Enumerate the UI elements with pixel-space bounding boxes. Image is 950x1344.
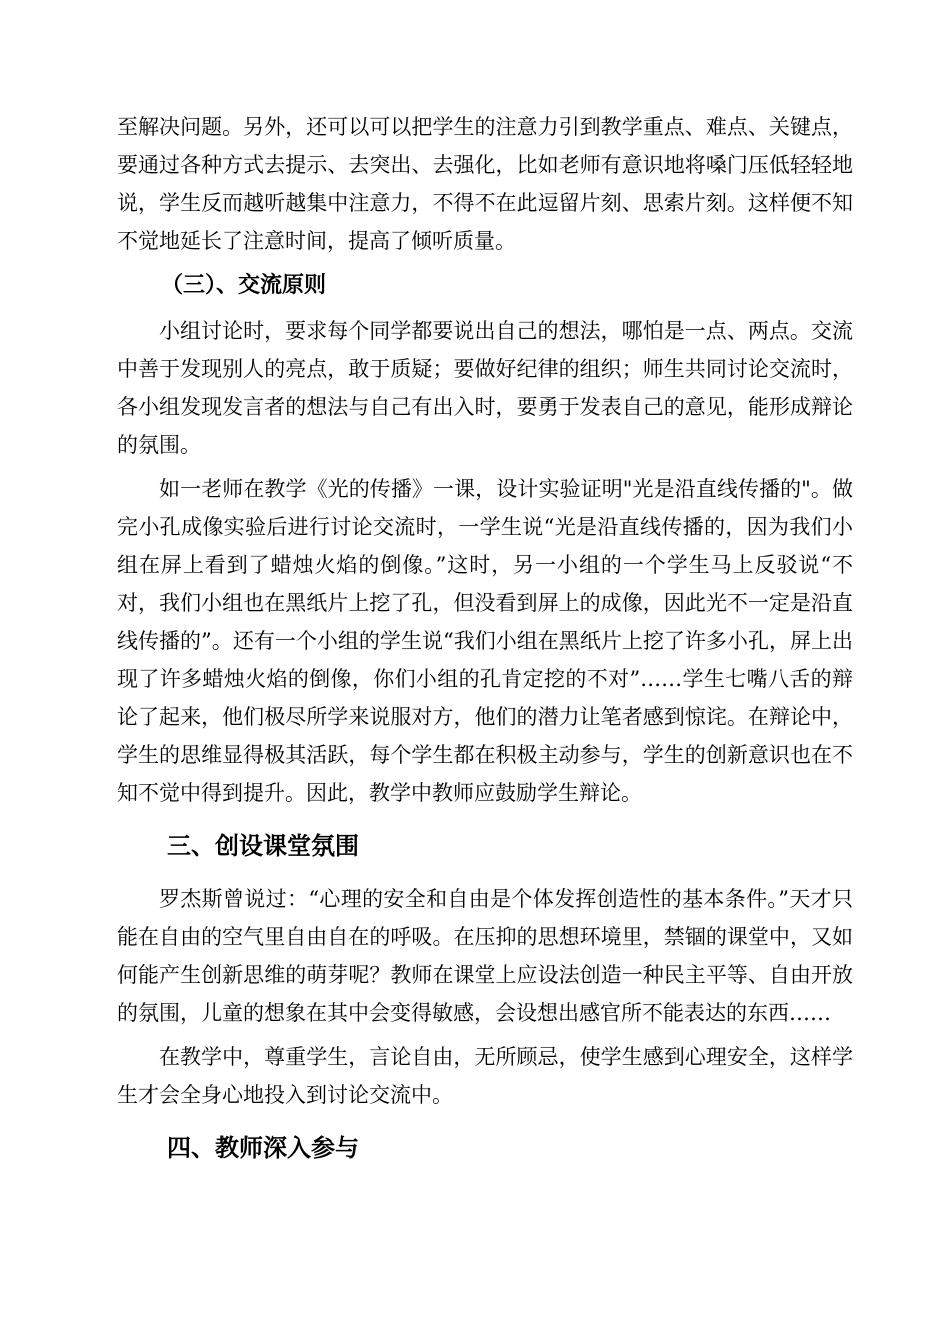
subheading-communication-principle: （三）、交流原则	[161, 273, 327, 298]
paragraph-respect-students: 在教学中，尊重学生，言论自由，无所顾忌，使学生感到心理安全，这样学生才会全身心地投入到讨论交流中。	[117, 1045, 853, 1107]
paragraph-light-experiment: 如一老师在教学《光的传播》一课，设计实验证明"光是沿直线传播的"。做完小孔成像实验后进行讨论交流时，一学生说“光是沿直线传播的，因为我们小组在屏上看到了蜡烛火焰的倒像。”这时，另一小组的一个学生马上反驳说“不对，我们小组也在黑纸片上挖了孔，但没看到屏上的成像，因此光不一定是沿直线传播的”。还有一个小组的学生说“我们小组在黑纸片上挖了许多小孔，屏上出现了许多蜡烛火焰的倒像，你们小组的孔肯定挖的不对”……学生七嘴八舌的辩论了起来，他们极尽所学来说服对方，他们的潜力让笔者感到惊诧。在辩论中，学生的思维显得极其活跃，每个学生都在积极主动参与，学生的创新意识也在不知不觉中得到提升。因此，教学中教师应鼓励学生辩论。	[117, 477, 853, 805]
paragraph-group-discussion: 小组讨论时，要求每个同学都要说出自己的想法，哪怕是一点、两点。交流中善于发现别人的亮点，敢于质疑；要做好纪律的组织；师生共同讨论交流时，各小组发现发言者的想法与自己有出入时，要勇于发表自己的意见，能形成辩论的氛围。	[117, 319, 853, 457]
paragraph-attention: 至解决问题。另外，还可以可以把学生的注意力引到教学重点、难点、关键点，要通过各种方式去提示、去突出、去强化，比如老师有意识地将嗓门压低轻轻地说，学生反而越听越集中注意力，不得不在此逗留片刻、思索片刻。这样便不知不觉地延长了注意时间，提高了倾听质量。	[117, 115, 853, 253]
paragraph-rogers-quote: 罗杰斯曾说过：“心理的安全和自由是个体发挥创造性的基本条件。”天才只能在自由的空气里自由自在的呼吸。在压抑的思想环境里，禁锢的课堂中，又如何能产生创新思维的萌芽呢？教师在课堂上应设法创造一种民主平等、自由开放的氛围，儿童的想象在其中会变得敏感，会设想出感官所不能表达的东西……	[117, 887, 853, 1025]
heading-classroom-atmosphere: 三、创设课堂氛围	[167, 832, 359, 860]
heading-teacher-participation: 四、教师深入参与	[167, 1134, 359, 1162]
document-page	[117, 108, 853, 1168]
